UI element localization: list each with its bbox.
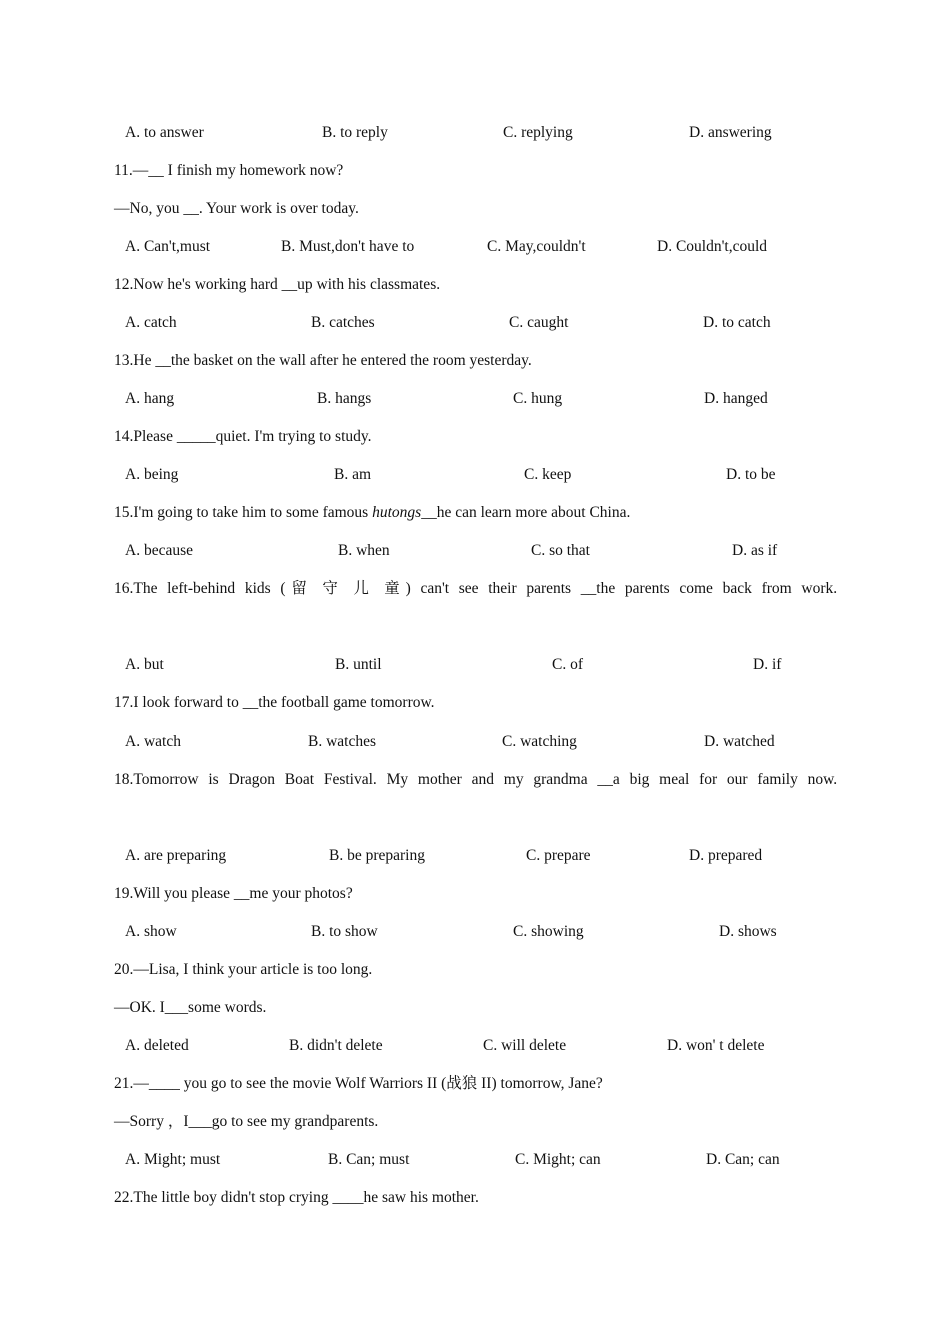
q16-word: see [458, 580, 479, 597]
q11-option-c: C. May,couldn't [487, 238, 586, 255]
q10-option-b: B. to reply [322, 124, 388, 141]
q10-option-d: D. answering [689, 124, 772, 141]
q17-option-b: B. watches [308, 733, 377, 750]
q18-word: my [503, 771, 524, 788]
q18-question [114, 770, 837, 790]
q18-word: family [757, 771, 798, 788]
q18-word: mother [417, 771, 462, 788]
q16-question [114, 579, 837, 599]
q16-word: left-behind [167, 580, 236, 597]
q17-option-d: D. watched [704, 733, 775, 750]
q17-question: 17.I look forward to __the football game tomorrow. [114, 694, 435, 711]
q13-option-d: D. hanged [704, 390, 768, 407]
q18-word: 18.Tomorrow [114, 771, 199, 788]
q20-response: —OK. I___some words. [114, 999, 267, 1016]
q19-question: 19.Will you please __me your photos? [114, 885, 353, 902]
q18-word: __a [597, 771, 620, 788]
q16-word: back [722, 580, 752, 597]
q11-question: 11.—__ I finish my homework now? [114, 162, 344, 179]
q16-word: their [488, 580, 517, 597]
q10-option-a: A. to answer [125, 124, 204, 141]
q11-option-b: B. Must,don't have to [281, 238, 415, 255]
q14-option-c: C. keep [524, 466, 572, 483]
q18-word: grandma [533, 771, 588, 788]
q16-option-a: A. but [125, 656, 164, 673]
q13-option-a: A. hang [125, 390, 175, 407]
q19-option-a: A. show [125, 923, 177, 940]
q20-option-d: D. won' t delete [667, 1037, 765, 1054]
q16-word: 16.The [114, 580, 158, 597]
q14-option-b: B. am [334, 466, 372, 483]
q15-option-d: D. as if [732, 542, 778, 559]
q20-question: 20.—Lisa, I think your article is too long. [114, 961, 373, 978]
q13-option-b: B. hangs [317, 390, 372, 407]
q12-question: 12.Now he's working hard __up with his classmates. [114, 276, 441, 293]
q12-option-d: D. to catch [703, 314, 771, 331]
q14-option-a: A. being [125, 466, 179, 483]
q15-question-pre: 15.I'm going to take him to some famous [114, 504, 373, 521]
q21-option-c: C. Might; can [515, 1151, 601, 1168]
q16-word: __the [580, 580, 616, 597]
q15-question-post: __he can learn more about China. [421, 504, 631, 521]
q18-word: big [629, 771, 650, 788]
q18-word: and [471, 771, 494, 788]
q15-option-b: B. when [338, 542, 390, 559]
q20-option-b: B. didn't delete [289, 1037, 383, 1054]
q21-question: 21.—____ you go to see the movie Wolf Warriors II (战狼 II) tomorrow, Jane? [114, 1075, 603, 1092]
q13-option-c: C. hung [513, 390, 563, 407]
q12-option-b: B. catches [311, 314, 375, 331]
q16-word: kids [244, 580, 271, 597]
q17-option-c: C. watching [502, 733, 577, 750]
q21-option-a: A. Might; must [125, 1151, 221, 1168]
q18-word: for [699, 771, 718, 788]
q19-option-b: B. to show [311, 923, 378, 940]
q16-option-c: C. of [552, 656, 583, 673]
q21-response: —Sorry ，I___go to see my grandparents. [114, 1113, 379, 1130]
q16-option-d: D. if [753, 656, 782, 673]
q11-response: —No, you __. Your work is over today. [114, 200, 359, 217]
q18-option-a: A. are preparing [125, 847, 227, 864]
q18-word: is [208, 771, 219, 788]
q15-question [114, 503, 630, 523]
q22-question: 22.The little boy didn't stop crying ____he saw his mother. [114, 1189, 479, 1206]
q18-word: meal [659, 771, 690, 788]
q18-word: Dragon [228, 771, 275, 788]
q18-word: our [726, 771, 748, 788]
q16-word: work. [801, 580, 838, 597]
q18-word: Boat [284, 771, 315, 788]
q19-option-c: C. showing [513, 923, 584, 940]
q17-option-a: A. watch [125, 733, 181, 750]
q13-question: 13.He __the basket on the wall after he entered the room yesterday. [114, 352, 532, 369]
q16-word: from [761, 580, 792, 597]
q16-word: parents [624, 580, 670, 597]
q18-word: Festival. [323, 771, 377, 788]
q20-option-c: C. will delete [483, 1037, 567, 1054]
q18-option-b: B. be preparing [329, 847, 425, 864]
q20-option-a: A. deleted [125, 1037, 189, 1054]
q18-option-d: D. prepared [689, 847, 763, 864]
q18-word: My [386, 771, 409, 788]
q16-word: can't [420, 580, 450, 597]
q16-word: come [679, 580, 713, 597]
q10-option-c: C. replying [503, 124, 573, 141]
q14-option-d: D. to be [726, 466, 776, 483]
q16-option-b: B. until [335, 656, 382, 673]
q12-option-a: A. catch [125, 314, 177, 331]
q14-question: 14.Please _____quiet. I'm trying to study. [114, 428, 372, 445]
q15-option-a: A. because [125, 542, 193, 559]
q11-option-a: A. Can't,must [125, 238, 211, 255]
q15-option-c: C. so that [531, 542, 590, 559]
q19-option-d: D. shows [719, 923, 777, 940]
q21-option-d: D. Can; can [706, 1151, 780, 1168]
q16-word: (留 守 儿 童) [280, 580, 411, 597]
q18-word: now. [807, 771, 838, 788]
q18-option-c: C. prepare [526, 847, 591, 864]
q21-option-b: B. Can; must [328, 1151, 410, 1168]
q11-option-d: D. Couldn't,could [657, 238, 767, 255]
q15-question-italic: hutongs [372, 504, 422, 521]
q12-option-c: C. caught [509, 314, 569, 331]
q16-word: parents [526, 580, 572, 597]
